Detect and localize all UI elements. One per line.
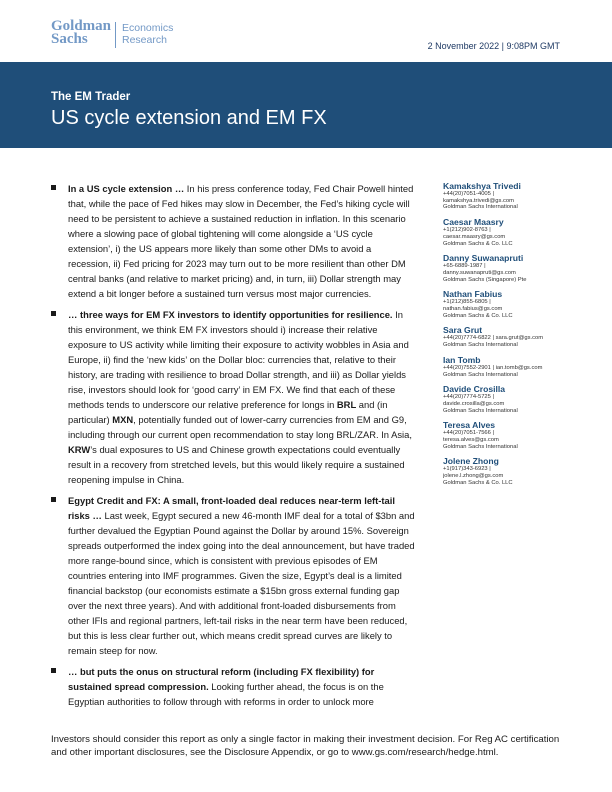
author-card: [443, 217, 573, 247]
author-contact-line: +1(212)902-8763 |: [443, 227, 491, 234]
bold-term: MXN: [112, 414, 134, 425]
bullet-square-icon: [51, 185, 56, 190]
author-name: Sara Grut: [443, 325, 483, 336]
author-contact-line: danny.suwanapruti@gs.com: [443, 269, 516, 276]
bullet-square-icon: [51, 497, 56, 502]
bold-term: BRL: [336, 399, 357, 410]
author-card: [443, 181, 573, 211]
author-contact-line: +44(20)7051-7566 |: [443, 430, 494, 437]
author-contact-line: +65-6889-1987 |: [443, 263, 486, 270]
bullet-square-icon: [51, 668, 56, 673]
author-name: Caesar Maasry: [443, 217, 504, 228]
author-contact-line: +44(20)7552-2901 | ian.tomb@gs.com: [443, 364, 543, 371]
author-contact-line: +44(20)7774-6822 | sara.grut@gs.com: [443, 335, 544, 342]
author-contact-line: +44(20)7051-4005 |: [443, 191, 494, 197]
report-header: [0, 0, 612, 62]
paragraph-lead: … but puts the onus on structural reform (including FX flexibility) for sustained spread compression.: [68, 666, 375, 692]
author-card: [443, 420, 573, 450]
author-contact-line: kamakshya.trivedi@gs.com: [443, 197, 514, 204]
author-contact-line: Goldman Sachs & Co. LLC: [443, 312, 513, 319]
author-name: Ian Tomb: [443, 354, 481, 365]
author-contact-line: +44(20)7774-5725 |: [443, 394, 494, 401]
paragraph-lead: … three ways for EM FX investors to identify opportunities for resilience.: [68, 309, 393, 320]
bullet-paragraph: [51, 181, 416, 301]
division-line-1: Economics: [122, 22, 174, 34]
goldman-sachs-logo: [51, 20, 111, 46]
author-contact-line: caesar.maasry@gs.com: [443, 233, 506, 240]
author-name: Nathan Fabius: [443, 289, 503, 300]
author-contact-line: jolene.l.zhong@gs.com: [443, 473, 504, 480]
author-card: [443, 355, 573, 378]
author-contact-line: Goldman Sachs & Co. LLC: [443, 479, 513, 486]
author-contact-line: nathan.fabius@gs.com: [443, 306, 503, 313]
author-contact-line: Goldman Sachs International: [443, 204, 518, 211]
author-card: [443, 456, 573, 486]
bullet-square-icon: [51, 311, 56, 316]
author-card: [443, 325, 573, 348]
author-card: [443, 289, 573, 319]
paragraph-text: , potentially funded out of lower-carry currencies from EM and G9, including through our current open recommendation to stay long BRL/ZAR. In Asia,: [68, 414, 412, 440]
disclosure-footer: Investors should consider this report as only a single factor in making their investment decision. For Reg AC certification and other important disclosures, see the Disclosure Appendix, or go to www.gs.com/research/hedge.html.: [51, 734, 560, 758]
logo-line-1: Goldman: [51, 18, 112, 34]
author-contact-line: Goldman Sachs International: [443, 342, 518, 349]
authors-sidebar: [443, 181, 573, 493]
logo-divider: [115, 22, 116, 48]
paragraph-text: ’s dual exposures to US and Chinese growth expectations could eventually result in a recovery from stretched levels, but this would likely require a sustained reopening impulse in China.: [68, 444, 405, 485]
bullet-paragraph: [51, 664, 416, 709]
author-contact-line: Goldman Sachs International: [443, 371, 518, 378]
bullet-paragraph: [51, 307, 416, 487]
division-line-2: Research: [122, 34, 167, 46]
author-contact-line: teresa.alves@gs.com: [443, 437, 499, 444]
author-contact-line: Goldman Sachs & Co. LLC: [443, 240, 513, 247]
author-name: Danny Suwanapruti: [443, 253, 524, 264]
paragraph-text: Last week, Egypt secured a new 46-month IMF deal for a total of $3bn and further devalued the Egyptian Pound against the Dollar by around 15%. Sovereign spreads outperformed the index going into the deal announcement, but have traded more range-bound since, which is consistent with previous episodes of EM countries entering into IMF programmes. Given the size, Egypt’s deal is a limited financial backstop (our economists estimate a $15bn gross external funding gap over the next three years). And with additional front-loaded disbursements from other IFIs and regional partners, left-tail risks in the near term have been reduced, but this is less clear further out, which means credit spread curves are likely to remain steep for now.: [68, 510, 415, 656]
author-name: Davide Crosilla: [443, 384, 506, 395]
paragraph-text: Looking further ahead, the focus is on the Egyptian authorities to follow through with reforms in order to unlock more: [68, 681, 384, 707]
author-card: [443, 253, 573, 283]
bold-term: KRW: [68, 444, 91, 455]
series-name: The EM Trader: [51, 91, 131, 103]
main-body: [51, 181, 416, 715]
paragraph-lead: Egypt Credit and FX: A small, front-loaded deal reduces near-term left-tail risks …: [68, 495, 395, 521]
publication-date: 2 November 2022 | 9:08PM GMT: [427, 41, 560, 51]
paragraph-text: In this environment, we think EM FX investors should i) increase their relative exposure to US activity while limiting their exposure to activity wobbles in Asia and Europe, ii) find the ‘new kids’ on the Dollar bloc: currencies that, relative to their history, are trading with resilience to broad Dollar strength, and iii) as Dollar yields rise, investors should look for ‘good carry’ in EM FX. We find that each of these methods tends to underscore our relative preference for longs in: [68, 309, 409, 410]
title-banner: [0, 62, 612, 148]
author-contact-line: Goldman Sachs (Singapore) Pte: [443, 276, 527, 283]
author-name: Jolene Zhong: [443, 456, 499, 467]
author-card: [443, 384, 573, 414]
author-contact-line: Goldman Sachs International: [443, 407, 518, 414]
author-contact-line: Goldman Sachs International: [443, 443, 518, 450]
paragraph-text: In his press conference today, Fed Chair Powell hinted that, while the pace of Fed hikes may slow in December, the Fed’s hiking cycle will need to be persistent to achieve a sustained reduction in inflation. In this scenario where a slowing pace of global tightening will come alongside a ‘US cycle extension’, i) the US appears more likely than some other DMs to avoid a recession, ii) Fed pricing for 2023 may turn out to be more resilient than other DM central banks (and relative to market pricing) and, in turn, iii) Dollar strength may extend a bit longer before a sustained turn versus most major currencies.: [68, 183, 414, 299]
author-contact-line: +1(917)343-6923 |: [443, 466, 491, 473]
paragraph-lead: In a US cycle extension …: [68, 183, 185, 194]
division-label: [122, 22, 173, 46]
report-title: US cycle extension and EM FX: [51, 107, 327, 129]
bullet-paragraph: [51, 493, 416, 658]
author-name: Teresa Alves: [443, 420, 496, 431]
author-name: Kamakshya Trivedi: [443, 181, 521, 191]
paragraph-text: and (in particular): [68, 399, 388, 425]
author-contact-line: +1(212)855-6805 |: [443, 299, 491, 306]
logo-line-2: Sachs: [51, 31, 88, 47]
author-contact-line: davide.crosilla@gs.com: [443, 400, 505, 407]
